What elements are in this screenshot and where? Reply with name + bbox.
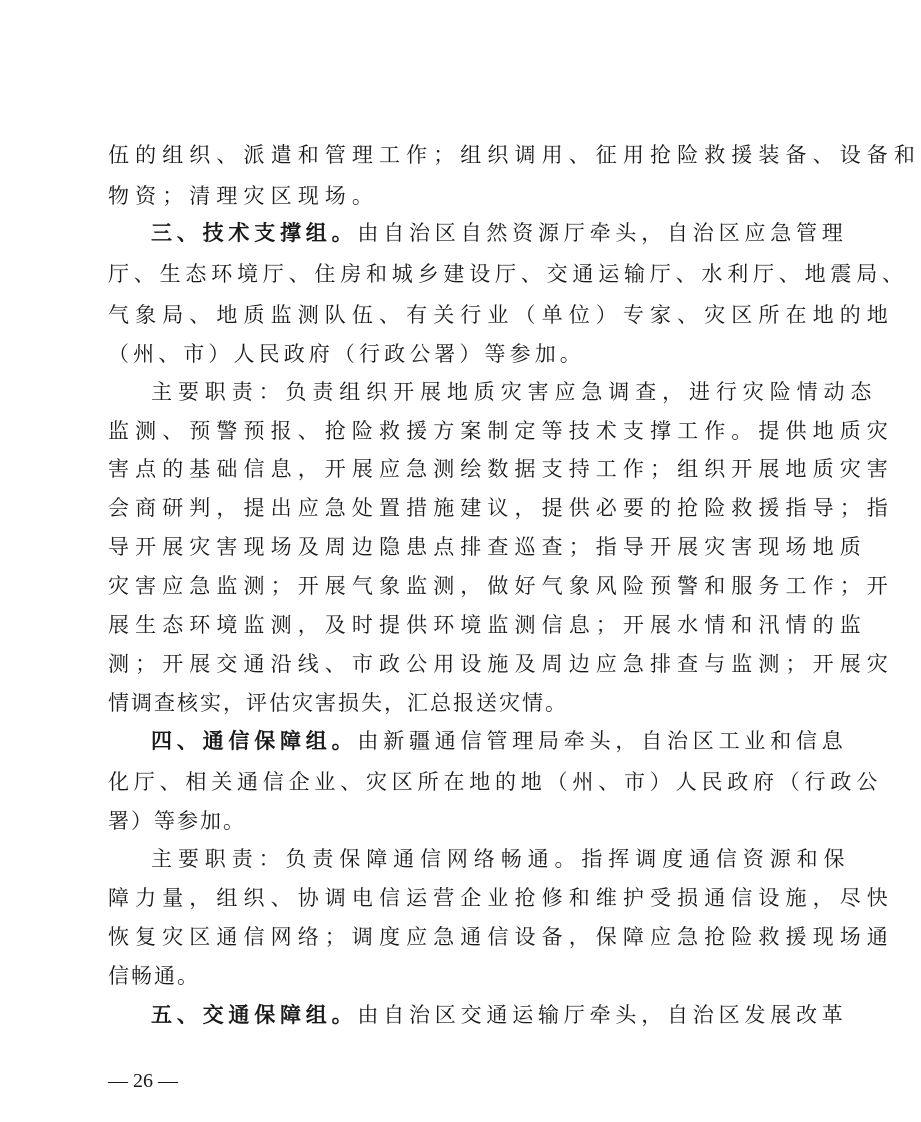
body-line: 气象局、地质监测队伍、有关行业（单位）专家、灾区所在地的地 (108, 303, 894, 327)
body-line: 灾害应急监测；开展气象监测，做好气象风险预警和服务工作；开 (108, 574, 894, 598)
page-number: — 26 — (108, 1070, 178, 1092)
body-line: 厅、生态环境厅、住房和城乡建设厅、交通运输厅、水利厅、地震局、 (108, 262, 908, 286)
body-line: 伍的组织、派遣和管理工作；组织调用、征用抢险救援装备、设备和 (108, 143, 921, 167)
section-line (151, 997, 848, 1033)
section-text: 由新疆通信管理局牵头，自治区工业和信息 (357, 729, 848, 753)
body-line: 导开展灾害现场及周边隐患点排查巡查；指导开展灾害现场地质 (108, 535, 867, 559)
body-line: 监测、预警预报、抢险救援方案制定等技术支撑工作。提供地质灾 (108, 419, 894, 443)
body-line: 化厅、相关通信企业、灾区所在地的地（州、市）人民政府（行政公 (108, 770, 882, 794)
body-line: 主要职责：负责保障通信网络畅通。指挥调度通信资源和保 (151, 847, 851, 871)
section-line (151, 215, 848, 251)
body-line: 主要职责：负责组织开展地质灾害应急调查，进行灾险情动态 (151, 380, 878, 404)
section-heading-communication: 四、通信保障组。 (151, 729, 358, 753)
section-line (151, 723, 848, 759)
section-heading-transport: 五、交通保障组。 (151, 1003, 358, 1027)
body-line: 会商研判，提出应急处置措施建议，提供必要的抢险救援指导；指 (108, 496, 894, 520)
body-line: 署）等参加。 (108, 809, 246, 833)
body-line: 障力量，组织、协调电信运营企业抢修和维护受损通信设施，尽快 (108, 886, 894, 910)
section-text: 由自治区交通运输厅牵头，自治区发展改革 (357, 1003, 848, 1027)
section-text: 由自治区自然资源厅牵头，自治区应急管理 (357, 221, 848, 245)
section-heading-technical-support: 三、技术支撑组。 (151, 221, 358, 245)
body-line: 害点的基础信息，开展应急测绘数据支持工作；组织开展地质灾害 (108, 457, 894, 481)
body-line: （州、市）人民政府（行政公署）等参加。 (108, 342, 585, 366)
body-line: 展生态环境监测，及时提供环境监测信息；开展水情和汛情的监 (108, 613, 867, 637)
body-line: 恢复灾区通信网络；调度应急通信设备，保障应急抢险救援现场通 (108, 925, 894, 949)
body-line: 信畅通。 (108, 964, 200, 988)
body-line: 情调查核实，评估灾害损失，汇总报送灾情。 (108, 691, 568, 715)
body-line: 测；开展交通沿线、市政公用设施及周边应急排查与监测；开展灾 (108, 652, 894, 676)
body-line: 物资；清理灾区现场。 (108, 184, 379, 208)
